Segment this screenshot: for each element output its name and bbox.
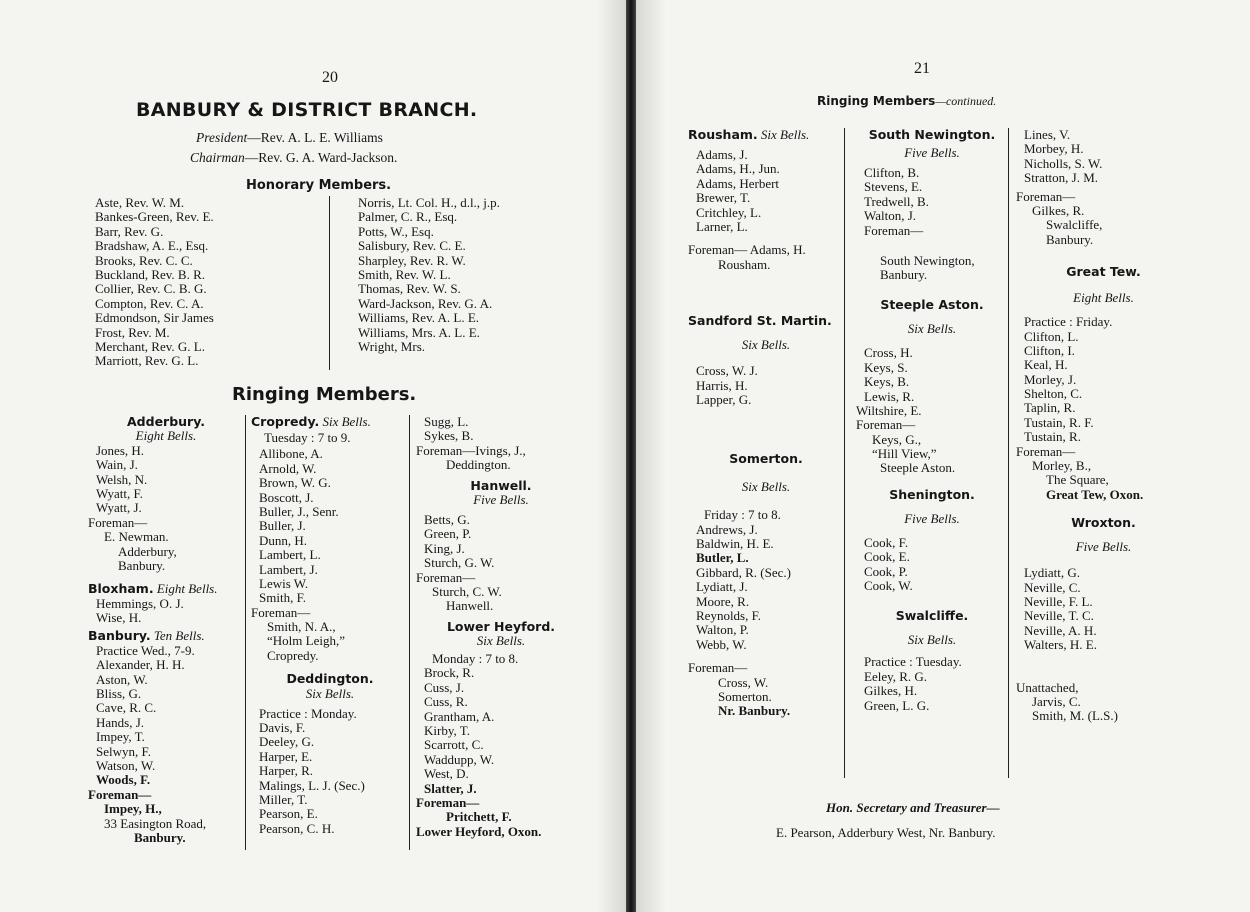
- list-item: Bradshaw, A. E., Esq.: [95, 238, 209, 254]
- list-item: Potts, W., Esq.: [358, 223, 434, 239]
- ringing-col-3: [1016, 128, 1191, 724]
- foreman-line: Somerton.: [718, 688, 772, 704]
- list-item: Walton, P.: [696, 622, 749, 638]
- list-item: Neville, T. C.: [1024, 608, 1094, 624]
- foreman-label: Foreman—: [688, 660, 748, 676]
- list-item: Thomas, Rev. W. S.: [358, 281, 461, 297]
- foreman-line: Hanwell.: [446, 598, 494, 614]
- list-item: Williams, Rev. A. L. E.: [358, 310, 480, 326]
- practice-time: Friday : 7 to 8.: [704, 507, 781, 523]
- tower-title: Cropredy.: [251, 414, 320, 429]
- tower-bells: Five Bells.: [1075, 539, 1132, 555]
- foreman-name: Impey, H.,: [104, 801, 162, 817]
- foreman-line: South Newington,: [880, 252, 975, 268]
- tower-title: Hanwell.: [470, 477, 532, 493]
- tower-bells: Five Bells.: [904, 510, 960, 526]
- list-item: Nicholls, S. W.: [1024, 155, 1103, 171]
- foreman-label: Foreman—: [1016, 188, 1076, 204]
- list-item: Cave, R. C.: [96, 700, 157, 716]
- chairman-text: —Rev. G. A. Ward-Jackson.: [244, 150, 398, 165]
- list-item: Bankes-Green, Rev. E.: [95, 209, 214, 225]
- foreman-label: Foreman—: [88, 786, 152, 802]
- list-item: Hands, J.: [96, 714, 145, 730]
- list-item: Brock, R.: [424, 665, 475, 681]
- ringing-col-3: [416, 415, 586, 839]
- foreman-line: Morley, B.,: [1032, 458, 1092, 474]
- list-item: Reynolds, F.: [696, 608, 762, 624]
- list-item: Cook, E.: [864, 549, 910, 565]
- list-item: Morley, J.: [1024, 371, 1077, 387]
- tower-title: South Newington.: [868, 127, 996, 142]
- page-shadow: [596, 0, 626, 912]
- list-item: Harper, E.: [259, 748, 313, 764]
- list-item: Smith, Rev. W. L.: [358, 266, 451, 282]
- page-number: 20: [322, 69, 338, 86]
- list-item: Lydiatt, J.: [696, 579, 748, 595]
- list-item: King, J.: [424, 540, 465, 556]
- tower-bells: Six Bells.: [741, 479, 791, 495]
- list-item: Eeley, R. G.: [864, 668, 928, 684]
- tower-title: Steeple Aston.: [880, 297, 984, 313]
- list-item: Bliss, G.: [96, 686, 142, 702]
- tower-header: [251, 415, 409, 429]
- heading-main: Ringing Members: [817, 94, 936, 108]
- foreman-line: Swalcliffe,: [1046, 217, 1103, 233]
- tower-title: Great Tew.: [1066, 264, 1141, 280]
- tower-title: Deddington.: [286, 671, 374, 687]
- list-item: Harper, R.: [259, 763, 313, 779]
- list-item: Gibbard, R. (Sec.): [696, 564, 791, 580]
- foreman-line: Nr. Banbury.: [718, 703, 791, 719]
- list-item: Pearson, C. H.: [259, 820, 335, 836]
- tower-header: [88, 629, 244, 643]
- list-item: Green, P.: [424, 526, 472, 542]
- list-item: Barr, Rev. G.: [95, 223, 164, 239]
- list-item: Critchley, L.: [696, 204, 762, 220]
- tower-title: Swalcliffe.: [895, 608, 969, 624]
- tower-bells: Six Bells.: [907, 632, 957, 648]
- tower-bells: Five Bells.: [473, 491, 529, 507]
- list-item: Taplin, R.: [1024, 400, 1076, 416]
- list-item: Impey, T.: [96, 729, 145, 745]
- foreman-label: Foreman—: [1016, 443, 1076, 459]
- tower-header: [88, 582, 244, 596]
- list-item: Clifton, L.: [1024, 328, 1079, 344]
- foreman-label: Foreman—: [856, 417, 916, 433]
- foreman-line: E. Newman.: [104, 529, 169, 545]
- list-item: Cook, W.: [864, 578, 913, 594]
- list-item: Wiltshire, E.: [856, 402, 922, 418]
- tower-title: Rousham.: [688, 127, 758, 142]
- list-item: Butler, L.: [696, 550, 749, 566]
- tower-bells: Six Bells.: [760, 127, 810, 142]
- list-item: Waddupp, W.: [424, 751, 495, 767]
- list-item: Collier, Rev. C. B. G.: [95, 281, 207, 297]
- tower-title: Bloxham.: [88, 581, 154, 597]
- foreman-line: Banbury.: [1046, 231, 1094, 247]
- list-item: Lambert, J.: [259, 561, 318, 577]
- list-item: Jones, H.: [96, 442, 145, 458]
- tower-bells: Eight Bells.: [1073, 290, 1134, 306]
- list-item: Merchant, Rev. G. L.: [95, 338, 205, 354]
- foreman-line: Gilkes, R.: [1032, 202, 1085, 218]
- chairman-label: Chairman: [190, 150, 245, 165]
- tower-bells: Six Bells.: [907, 321, 957, 337]
- list-item: Sugg, L.: [424, 414, 469, 429]
- list-item: Keys, S.: [864, 359, 908, 375]
- list-item: Wright, Mrs.: [358, 338, 425, 354]
- foreman-label: Foreman—Ivings, J.,: [416, 442, 526, 458]
- ringing-col-2: [856, 128, 1008, 713]
- tower-title: Banbury.: [88, 628, 151, 644]
- tower-title: Somerton.: [729, 451, 803, 467]
- list-item: Neville, C.: [1024, 579, 1081, 595]
- foreman-line: Cropredy.: [267, 647, 319, 663]
- list-item: West, D.: [424, 766, 469, 782]
- practice-time: Practice Wed., 7-9.: [96, 642, 195, 658]
- tower-title: Adderbury.: [127, 414, 205, 429]
- foreman-line: Banbury.: [118, 557, 166, 573]
- list-item: Dunn, H.: [259, 532, 308, 548]
- list-item: Arnold, W.: [259, 460, 317, 476]
- list-item: Cook, P.: [864, 563, 908, 579]
- page-shadow: [636, 0, 666, 912]
- list-item: Scarrott, C.: [424, 737, 484, 753]
- list-item: Harris, H.: [696, 377, 748, 393]
- column-divider: [409, 415, 410, 850]
- list-item: Compton, Rev. C. A.: [95, 295, 204, 311]
- list-item: Gilkes, H.: [864, 683, 918, 699]
- practice-time: Practice : Friday.: [1024, 314, 1113, 330]
- list-item: Lapper, G.: [696, 391, 752, 407]
- foreman-line: Steeple Aston.: [880, 460, 956, 476]
- tower-title: Lower Heyford.: [446, 618, 556, 634]
- list-item: Wain, J.: [96, 457, 138, 473]
- list-item: Lydiatt, G.: [1024, 565, 1080, 581]
- list-item: Welsh, N.: [96, 471, 148, 487]
- foreman-line: Sturch, C. W.: [432, 583, 502, 599]
- list-item: Tredwell, B.: [864, 193, 929, 209]
- list-item: Keys, B.: [864, 374, 910, 390]
- list-item: Wyatt, F.: [96, 485, 143, 501]
- list-item: Woods, F.: [96, 772, 151, 788]
- foreman-label: Foreman—: [416, 569, 476, 585]
- ringing-heading: Ringing Members.: [232, 384, 417, 405]
- tower-title: Sandford St. Martin.: [688, 313, 832, 329]
- president-text: —Rev. A. L. E. Williams: [247, 130, 383, 145]
- page-heading: [817, 94, 996, 109]
- foreman-line: Banbury.: [134, 829, 186, 845]
- column-divider: [245, 415, 246, 850]
- page-number: 21: [914, 60, 930, 77]
- branch-title: BANBURY & DISTRICT BRANCH.: [136, 99, 478, 121]
- list-item: Lines, V.: [1024, 127, 1071, 142]
- list-item: Baldwin, H. E.: [696, 536, 774, 552]
- list-item: Allibone, A.: [259, 446, 323, 462]
- foreman-line: “Hill View,”: [872, 446, 937, 462]
- list-item: Deeley, G.: [259, 734, 315, 750]
- list-item: Salisbury, Rev. C. E.: [358, 238, 466, 254]
- list-item: Brewer, T.: [696, 190, 751, 206]
- list-item: Clifton, B.: [864, 165, 920, 180]
- list-item: Clifton, I.: [1024, 342, 1075, 358]
- tower-title: Wroxton.: [1071, 515, 1136, 531]
- foreman-line: Lower Heyford, Oxon.: [416, 823, 542, 839]
- foreman-line: Smith, N. A.,: [267, 619, 336, 635]
- tower-bells: Six Bells.: [741, 337, 791, 353]
- foreman-line: Adderbury,: [118, 543, 177, 559]
- list-item: Buller, J.: [259, 518, 306, 534]
- book-gutter: [626, 0, 636, 912]
- list-item: Shelton, C.: [1024, 386, 1083, 402]
- right-page: [636, 0, 1250, 912]
- list-item: Cook, F.: [864, 534, 909, 550]
- honorary-heading: Honorary Members.: [246, 178, 392, 193]
- foreman-name: Pritchett, F.: [446, 809, 512, 825]
- practice-time: Tuesday : 7 to 9.: [264, 430, 351, 446]
- honorary-left-list: [95, 196, 214, 369]
- foreman-line: Banbury.: [880, 266, 928, 282]
- foreman-label: Foreman— Adams, H.: [688, 242, 806, 258]
- foreman-line: 33 Easington Road,: [104, 815, 207, 831]
- foreman-line: Rousham.: [718, 256, 771, 272]
- list-item: Morbey, H.: [1024, 141, 1084, 157]
- list-item: Aste, Rev. W. M.: [95, 195, 185, 210]
- tower-bells: Ten Bells.: [153, 628, 205, 644]
- list-item: Webb, W.: [696, 636, 747, 652]
- list-item: Larner, L.: [696, 218, 748, 234]
- list-item: Cuss, R.: [424, 694, 468, 710]
- list-item: Walters, H. E.: [1024, 637, 1097, 653]
- list-item: Green, L. G.: [864, 697, 930, 713]
- list-item: Sykes, B.: [424, 428, 474, 444]
- list-item: Grantham, A.: [424, 708, 495, 724]
- heading-cont: —continued.: [935, 94, 997, 108]
- list-item: Alexander, H. H.: [96, 657, 185, 673]
- list-item: Boscott, J.: [259, 489, 314, 505]
- list-item: Slatter, J.: [424, 780, 477, 796]
- list-item: Watson, W.: [96, 757, 156, 773]
- list-item: Neville, A. H.: [1024, 622, 1097, 638]
- list-item: Selwyn, F.: [96, 743, 151, 759]
- tower-bells: Six Bells.: [322, 414, 371, 429]
- tower-header: [688, 128, 844, 148]
- foreman-line: “Holm Leigh,”: [267, 633, 345, 649]
- hon-secretary-label: Hon. Secretary and Treasurer—: [826, 800, 1000, 815]
- column-divider: [844, 128, 845, 778]
- tower-bells: Five Bells.: [904, 145, 960, 160]
- list-item: Cross, W. J.: [696, 363, 758, 379]
- list-item: Tustain, R.: [1024, 429, 1081, 445]
- list-item: Malings, L. J. (Sec.): [259, 777, 365, 793]
- list-item: Norris, Lt. Col. H., d.l., j.p.: [358, 195, 500, 210]
- foreman-line: Cross, W.: [718, 674, 769, 690]
- list-item: Lewis, R.: [864, 388, 915, 404]
- list-item: Moore, R.: [696, 593, 750, 609]
- foreman-label: Foreman—: [88, 514, 148, 530]
- list-item: Buckland, Rev. B. R.: [95, 266, 206, 282]
- list-item: Tustain, R. F.: [1024, 414, 1094, 430]
- list-item: Wyatt, J.: [96, 500, 142, 516]
- list-item: Andrews, J.: [696, 521, 758, 537]
- list-item: Brooks, Rev. C. C.: [95, 252, 193, 268]
- list-item: Stevens, E.: [864, 179, 923, 195]
- foreman-line: Deddington.: [446, 457, 511, 473]
- list-item: Davis, F.: [259, 720, 306, 736]
- list-item: Kirby, T.: [424, 723, 470, 739]
- list-item: Pearson, E.: [259, 806, 318, 822]
- tower-bells: Eight Bells.: [156, 581, 218, 597]
- list-item: Stratton, J. M.: [1024, 170, 1099, 186]
- list-item: Neville, F. L.: [1024, 593, 1093, 609]
- list-item: Betts, G.: [424, 511, 470, 527]
- list-item: Wise, H.: [96, 610, 142, 626]
- president-line: [196, 130, 383, 146]
- list-item: Lewis W.: [259, 575, 309, 591]
- list-item: Hemmings, O. J.: [96, 595, 184, 611]
- unattached-label: Unattached,: [1016, 679, 1079, 695]
- president-label: President: [196, 130, 248, 145]
- list-item: Buller, J., Senr.: [259, 503, 339, 519]
- list-item: Adams, H., Jun.: [696, 161, 780, 177]
- ringing-col-2: [251, 415, 409, 836]
- foreman-label: Foreman—: [416, 794, 480, 810]
- list-item: Edmondson, Sir James: [95, 310, 214, 326]
- list-item: Cross, H.: [864, 345, 913, 361]
- list-item: Williams, Mrs. A. L. E.: [358, 324, 480, 340]
- list-item: Cuss, J.: [424, 679, 465, 695]
- list-item: Sharpley, Rev. R. W.: [358, 252, 466, 268]
- tower-bells: Six Bells.: [476, 633, 526, 649]
- foreman-label: Foreman—: [864, 222, 924, 238]
- column-divider: [1008, 128, 1009, 778]
- list-item: Aston, W.: [96, 671, 148, 687]
- list-item: Walton, J.: [864, 208, 917, 224]
- foreman-line: The Square,: [1046, 472, 1109, 488]
- foreman-line: Keys, G.,: [872, 431, 922, 447]
- list-item: Miller, T.: [259, 791, 308, 807]
- practice-time: Monday : 7 to 8.: [432, 651, 519, 667]
- list-item: Lambert, L.: [259, 547, 321, 563]
- list-item: Adams, J.: [696, 147, 748, 162]
- ringing-col-1: [688, 128, 844, 719]
- practice-time: Practice : Monday.: [259, 705, 357, 721]
- list-item: Brown, W. G.: [259, 475, 331, 491]
- tower-bells: Six Bells.: [305, 685, 355, 701]
- list-item: Palmer, C. R., Esq.: [358, 209, 458, 225]
- list-item: Marriott, Rev. G. L.: [95, 353, 199, 369]
- list-item: Frost, Rev. M.: [95, 324, 170, 340]
- list-item: Adams, Herbert: [696, 175, 780, 191]
- list-item: Jarvis, C.: [1032, 693, 1081, 709]
- column-divider: [329, 196, 330, 370]
- practice-time: Practice : Tuesday.: [864, 654, 962, 670]
- list-item: Ward-Jackson, Rev. G. A.: [358, 295, 493, 311]
- ringing-col-1: [88, 415, 244, 845]
- honorary-right-list: [358, 196, 500, 354]
- tower-title: Shenington.: [889, 486, 975, 502]
- tower-bells: Eight Bells.: [135, 428, 197, 444]
- foreman-label: Foreman—: [251, 604, 311, 620]
- hon-secretary-text: E. Pearson, Adderbury West, Nr. Banbury.: [776, 825, 996, 840]
- list-item: Smith, F.: [259, 590, 307, 606]
- list-item: Sturch, G. W.: [424, 555, 495, 571]
- list-item: Keal, H.: [1024, 357, 1068, 373]
- foreman-line: Great Tew, Oxon.: [1046, 486, 1144, 502]
- chairman-line: [190, 150, 397, 166]
- list-item: Smith, M. (L.S.): [1032, 708, 1118, 724]
